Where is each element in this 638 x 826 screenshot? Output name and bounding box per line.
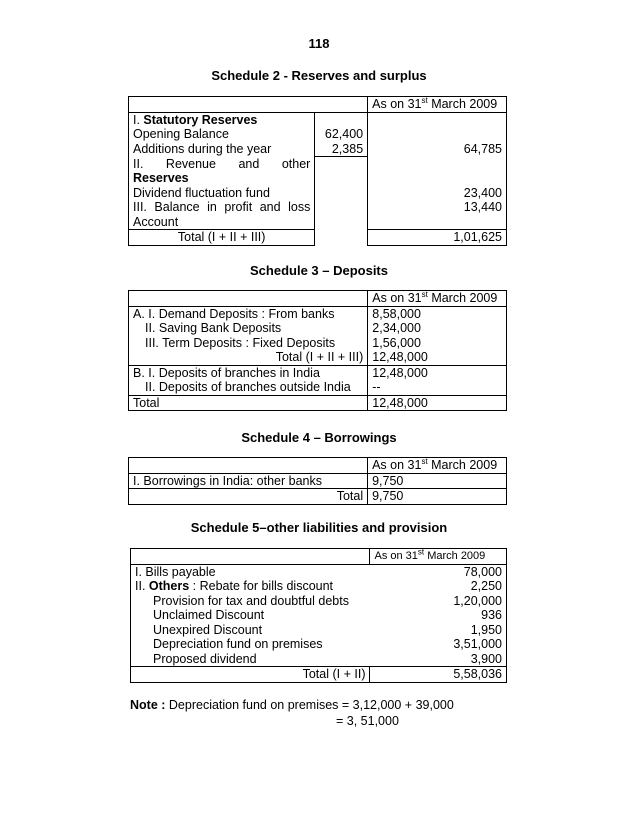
table-row: II. Revenue and other (129, 157, 507, 172)
note (130, 697, 454, 713)
table-row: Proposed dividend 3,900 (131, 652, 507, 667)
date-header: As on 31st March 2009 (368, 291, 507, 307)
table-header-row (129, 291, 507, 307)
table-row: Dividend fluctuation fund 23,400 (129, 186, 507, 201)
table-row: B. I. Deposits of branches in India 12,48,000 (129, 365, 507, 380)
table-row: Opening Balance 62,400 (129, 127, 507, 142)
table-row: Unclaimed Discount 936 (131, 608, 507, 623)
statutory-label: Statutory Reserves (143, 112, 258, 127)
table-header-row (131, 549, 507, 565)
subtotal-row: Total (I + II + III) 12,48,000 (129, 350, 507, 365)
schedule-2-table (128, 96, 507, 246)
table-row: I. Statutory Reserves (129, 112, 507, 127)
table-row: I. Borrowings in India: other banks 9,750 (129, 473, 507, 489)
table-row: Depreciation fund on premises 3,51,000 (131, 637, 507, 652)
table-row: Provision for tax and doubtful debts 1,20,000 (131, 594, 507, 609)
table-row: III. Balance in profit and loss 13,440 (129, 200, 507, 215)
schedule-3-title: Schedule 3 – Deposits (250, 263, 388, 278)
date-header: As on 31st March 2009 (368, 97, 507, 113)
table-header-row (129, 458, 507, 474)
schedule-2-title: Schedule 2 - Reserves and surplus (211, 68, 427, 83)
others-label: Others (148, 579, 190, 593)
table-row: I. Bills payable 78,000 (131, 564, 507, 579)
table-row: II. Deposits of branches outside India -- (129, 380, 507, 395)
table-row: II. Saving Bank Deposits 2,34,000 (129, 321, 507, 336)
table-row: Unexpired Discount 1,950 (131, 623, 507, 638)
date-header: As on 31st March 2009 (368, 458, 507, 474)
schedule-4-title: Schedule 4 – Borrowings (241, 430, 397, 445)
table-row: Account (129, 215, 507, 230)
schedule-4-table (128, 457, 507, 505)
schedule-5-title: Schedule 5–other liabilities and provision (190, 520, 448, 535)
page-number: 118 (308, 36, 330, 51)
note-line-1: Depreciation fund on premises = 3,12,000 + 39,000 (165, 698, 454, 712)
table-row: III. Term Deposits : Fixed Deposits 1,56,000 (129, 336, 507, 351)
date-header: As on 31st March 2009 (370, 549, 507, 565)
schedule-3-table (128, 290, 507, 411)
table-row: II. Others : Rebate for bills discount 2,250 (131, 579, 507, 594)
note-line-2: = 3, 51,000 (336, 714, 399, 728)
table-row: Reserves (129, 171, 507, 186)
total-row: Total 9,750 (129, 489, 507, 505)
schedule-5-table (130, 548, 507, 683)
note-label: Note : (130, 698, 166, 712)
total-row: Total (I + II) 5,58,036 (131, 667, 507, 683)
table-header-row (129, 97, 507, 113)
table-row: A. I. Demand Deposits : From banks 8,58,000 (129, 306, 507, 321)
table-row: Additions during the year 2,385 64,785 (129, 142, 507, 157)
total-row: Total 12,48,000 (129, 395, 507, 411)
total-row: Total (I + II + III) 1,01,625 (129, 230, 507, 246)
